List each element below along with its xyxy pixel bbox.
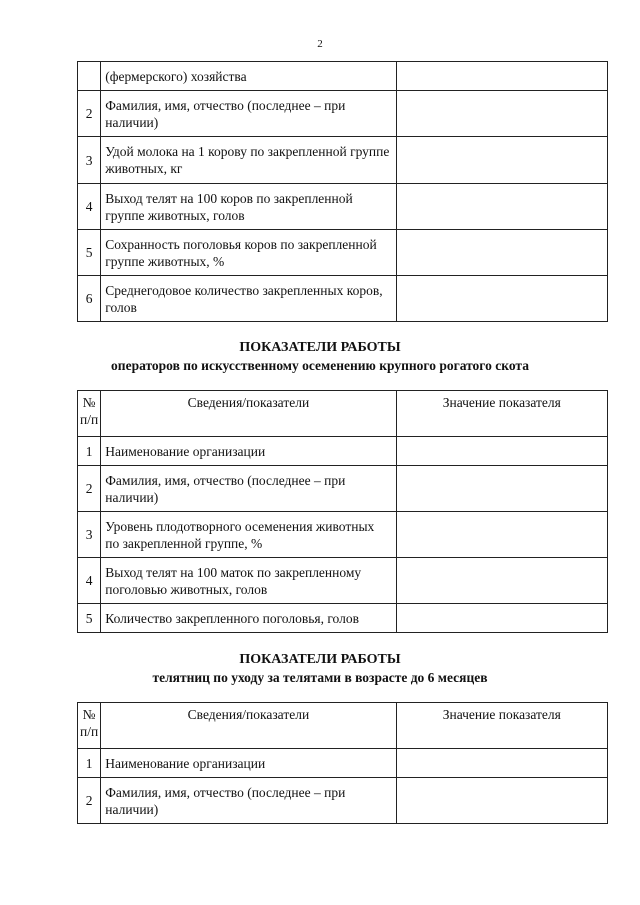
table-row: [78, 749, 608, 778]
row-description: Удой молока на 1 корову по закрепленной группе животных, кг: [101, 137, 396, 184]
row-description: Фамилия, имя, отчество (последнее – при наличии): [101, 466, 396, 512]
section-title: ПОКАЗАТЕЛИ РАБОТЫ: [239, 652, 401, 667]
section-subtitle: операторов по искусственному осеменению крупного рогатого скота: [111, 358, 529, 373]
table-row: [78, 466, 608, 512]
row-description: Фамилия, имя, отчество (последнее – при наличии): [101, 778, 396, 824]
row-description: (фермерского) хозяйства: [101, 62, 396, 91]
row-description: Наименование организации: [101, 749, 396, 778]
table-row: [78, 137, 608, 184]
table-row: [78, 558, 608, 604]
row-number: 1: [78, 749, 101, 778]
table-row: [78, 512, 608, 558]
row-value-cell[interactable]: [396, 604, 607, 633]
row-number: 6: [78, 276, 101, 322]
row-value-cell[interactable]: [396, 91, 607, 137]
row-description: Наименование организации: [101, 437, 396, 466]
table-row: [78, 62, 608, 91]
table-row: [78, 91, 608, 137]
row-description: Фамилия, имя, отчество (последнее – при наличии): [101, 91, 396, 137]
row-value-cell[interactable]: [396, 137, 607, 184]
table-row: [78, 437, 608, 466]
table-header-row: [78, 391, 608, 437]
row-value-cell[interactable]: [396, 62, 607, 91]
row-description: Сохранность поголовья коров по закрепленной группе животных, %: [101, 230, 396, 276]
livestock-indicators-table-continued: [77, 61, 608, 322]
column-header-value: Значение показателя: [396, 703, 607, 749]
column-header-description: Сведения/показатели: [101, 391, 396, 437]
column-header-number: № п/п: [78, 703, 101, 749]
column-header-value: Значение показателя: [396, 391, 607, 437]
row-number: 3: [78, 137, 101, 184]
row-number: 5: [78, 604, 101, 633]
section-title: ПОКАЗАТЕЛИ РАБОТЫ: [239, 340, 401, 355]
row-value-cell[interactable]: [396, 466, 607, 512]
row-number: 5: [78, 230, 101, 276]
table-row: [78, 276, 608, 322]
table-row: [78, 604, 608, 633]
row-description: Среднегодовое количество закрепленных коров, голов: [101, 276, 396, 322]
row-value-cell[interactable]: [396, 437, 607, 466]
row-value-cell[interactable]: [396, 276, 607, 322]
section-heading-calf-tenders: [0, 651, 640, 687]
row-number: 1: [78, 437, 101, 466]
row-value-cell[interactable]: [396, 558, 607, 604]
row-description: Выход телят на 100 коров по закрепленной группе животных, голов: [101, 184, 396, 230]
row-description: Выход телят на 100 маток по закрепленному поголовью животных, голов: [101, 558, 396, 604]
column-header-number: № п/п: [78, 391, 101, 437]
row-description: Уровень плодотворного осеменения животных по закрепленной группе, %: [101, 512, 396, 558]
row-number: 4: [78, 184, 101, 230]
page-number: 2: [317, 38, 323, 50]
row-value-cell[interactable]: [396, 230, 607, 276]
row-value-cell[interactable]: [396, 184, 607, 230]
calf-tenders-indicators-table: [77, 702, 608, 824]
table-row: [78, 778, 608, 824]
table-row: [78, 184, 608, 230]
row-value-cell[interactable]: [396, 778, 607, 824]
section-subtitle: телятниц по уходу за телятами в возрасте до 6 месяцев: [152, 670, 488, 685]
table-row: [78, 230, 608, 276]
row-description: Количество закрепленного поголовья, голов: [101, 604, 396, 633]
row-number: 3: [78, 512, 101, 558]
row-number: 2: [78, 466, 101, 512]
row-number: 2: [78, 91, 101, 137]
row-value-cell[interactable]: [396, 749, 607, 778]
operators-indicators-table: [77, 390, 608, 633]
row-number: 4: [78, 558, 101, 604]
section-heading-operators: [0, 339, 640, 375]
row-value-cell[interactable]: [396, 512, 607, 558]
row-number: [78, 62, 101, 91]
row-number: 2: [78, 778, 101, 824]
column-header-description: Сведения/показатели: [101, 703, 396, 749]
table-header-row: [78, 703, 608, 749]
